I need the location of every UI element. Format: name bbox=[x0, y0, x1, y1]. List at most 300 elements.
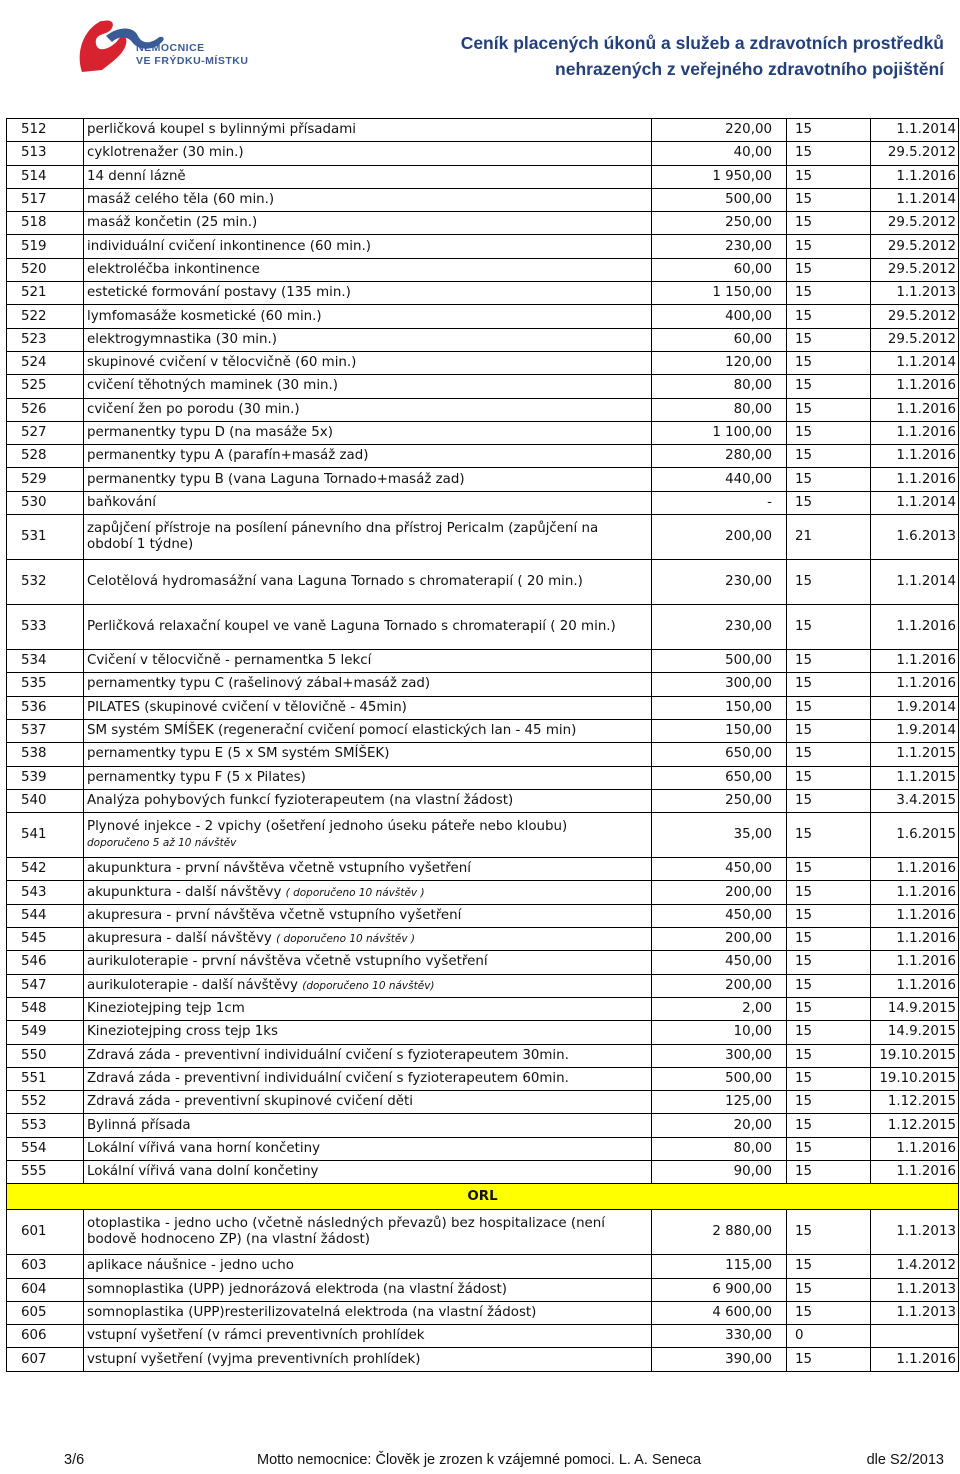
row-description-text: aplikace náušnice - jedno ucho bbox=[87, 1258, 294, 1274]
row-description bbox=[84, 928, 652, 951]
row-price: 60,00 bbox=[652, 328, 787, 351]
table-row bbox=[7, 1348, 959, 1371]
row-description-text: PILATES (skupinové cvičení v tělovičně - 45min) bbox=[87, 699, 407, 715]
row-description-text: Lokální vířivá vana horní končetiny bbox=[87, 1140, 321, 1156]
row-description-text: individuální cvičení inkontinence (60 min.) bbox=[87, 238, 371, 254]
hospital-motto: Motto nemocnice: Člověk je zrozen k vzájemné pomoci. L. A. Seneca bbox=[257, 1452, 702, 1468]
row-price: 500,00 bbox=[652, 650, 787, 673]
table-row bbox=[7, 1067, 959, 1090]
row-description-text: elektrogymnastika (30 min.) bbox=[87, 331, 277, 347]
row-valid-from: 19.10.2015 bbox=[871, 1044, 959, 1067]
row-description bbox=[84, 1301, 652, 1324]
row-code: 552 bbox=[7, 1091, 84, 1114]
row-price: 200,00 bbox=[652, 515, 787, 560]
row-description bbox=[84, 119, 652, 142]
row-description-text: zapůjčení přístroje na posílení pánevního dna přístroj Pericalm (zapůjčení na období 1 týdne) bbox=[87, 521, 599, 553]
row-price: 200,00 bbox=[652, 974, 787, 997]
row-code: 542 bbox=[7, 858, 84, 881]
row-description-text: 14 denní lázně bbox=[87, 168, 186, 184]
row-price: 1 950,00 bbox=[652, 165, 787, 188]
row-valid-from: 1.1.2016 bbox=[871, 881, 959, 904]
table-row bbox=[7, 212, 959, 235]
row-valid-from: 1.1.2016 bbox=[871, 951, 959, 974]
row-code: 517 bbox=[7, 188, 84, 211]
row-valid-from: 29.5.2012 bbox=[871, 305, 959, 328]
row-valid-from: 1.1.2016 bbox=[871, 650, 959, 673]
row-description-text: elektroléčba inkontinence bbox=[87, 261, 260, 277]
table-row bbox=[7, 351, 959, 374]
row-description-text: akupunktura - první návštěva včetně vstupního vyšetření bbox=[87, 861, 471, 877]
row-vat-rate: 15 bbox=[787, 1160, 871, 1183]
row-description-text: masáž celého těla (60 min.) bbox=[87, 192, 275, 208]
row-valid-from: 1.9.2014 bbox=[871, 696, 959, 719]
row-description bbox=[84, 743, 652, 766]
row-description bbox=[84, 328, 652, 351]
row-code: 535 bbox=[7, 673, 84, 696]
row-description bbox=[84, 1137, 652, 1160]
row-description-text: otoplastika - jedno ucho (včetně následných převazů) bez hospitalizace (není bodově hodnoceno ZP) (na vlastní žádost) bbox=[87, 1216, 606, 1248]
row-valid-from: 1.1.2014 bbox=[871, 351, 959, 374]
row-description-text: pernamentky typu F (5 x Pilates) bbox=[87, 769, 306, 785]
row-price: 6 900,00 bbox=[652, 1278, 787, 1301]
table-row bbox=[7, 904, 959, 927]
row-description bbox=[84, 719, 652, 742]
row-vat-rate: 15 bbox=[787, 560, 871, 605]
row-valid-from: 1.1.2016 bbox=[871, 974, 959, 997]
table-row bbox=[7, 375, 959, 398]
row-description-text: masáž končetin (25 min.) bbox=[87, 215, 258, 231]
row-price: 2,00 bbox=[652, 997, 787, 1020]
row-valid-from: 1.1.2016 bbox=[871, 1160, 959, 1183]
row-vat-rate: 15 bbox=[787, 445, 871, 468]
row-vat-rate: 15 bbox=[787, 351, 871, 374]
row-vat-rate: 15 bbox=[787, 1021, 871, 1044]
row-vat-rate: 15 bbox=[787, 1067, 871, 1090]
row-price: 390,00 bbox=[652, 1348, 787, 1371]
row-description bbox=[84, 1067, 652, 1090]
row-price: 200,00 bbox=[652, 881, 787, 904]
row-code: 544 bbox=[7, 904, 84, 927]
row-description bbox=[84, 1160, 652, 1183]
row-valid-from: 1.1.2016 bbox=[871, 904, 959, 927]
row-valid-from: 1.1.2016 bbox=[871, 421, 959, 444]
row-description bbox=[84, 375, 652, 398]
row-note: ( doporučeno 10 návštěv ) bbox=[285, 886, 425, 899]
row-vat-rate: 15 bbox=[787, 421, 871, 444]
row-vat-rate: 15 bbox=[787, 928, 871, 951]
row-valid-from: 1.1.2016 bbox=[871, 605, 959, 650]
row-code: 546 bbox=[7, 951, 84, 974]
row-code: 523 bbox=[7, 328, 84, 351]
row-description-text: permanentky typu A (parafín+masáž zad) bbox=[87, 448, 369, 464]
row-price: 115,00 bbox=[652, 1255, 787, 1278]
row-description bbox=[84, 188, 652, 211]
row-vat-rate: 15 bbox=[787, 258, 871, 281]
row-description bbox=[84, 1021, 652, 1044]
table-row bbox=[7, 1278, 959, 1301]
row-vat-rate: 15 bbox=[787, 212, 871, 235]
row-valid-from: 1.1.2016 bbox=[871, 858, 959, 881]
row-code: 531 bbox=[7, 515, 84, 560]
row-description bbox=[84, 881, 652, 904]
row-valid-from bbox=[871, 1325, 959, 1348]
row-vat-rate: 15 bbox=[787, 188, 871, 211]
row-description bbox=[84, 696, 652, 719]
row-description-text: Perličková relaxační koupel ve vaně Laguna Tornado s chromaterapií ( 20 min.) bbox=[87, 619, 616, 635]
row-description bbox=[84, 560, 652, 605]
table-row bbox=[7, 766, 959, 789]
row-price: 120,00 bbox=[652, 351, 787, 374]
row-description bbox=[84, 1044, 652, 1067]
table-row bbox=[7, 928, 959, 951]
row-valid-from: 1.1.2014 bbox=[871, 119, 959, 142]
table-row bbox=[7, 719, 959, 742]
page-number: 3/6 bbox=[64, 1452, 85, 1468]
table-row bbox=[7, 165, 959, 188]
row-vat-rate: 15 bbox=[787, 1278, 871, 1301]
row-description-text: Kineziotejping tejp 1cm bbox=[87, 1001, 245, 1017]
row-price: 250,00 bbox=[652, 789, 787, 812]
row-vat-rate: 15 bbox=[787, 904, 871, 927]
row-code: 549 bbox=[7, 1021, 84, 1044]
row-price: 450,00 bbox=[652, 858, 787, 881]
row-note: ( doporučeno 10 návštěv ) bbox=[276, 933, 416, 946]
table-row bbox=[7, 1091, 959, 1114]
row-vat-rate: 15 bbox=[787, 1348, 871, 1371]
row-valid-from: 29.5.2012 bbox=[871, 235, 959, 258]
row-description bbox=[84, 165, 652, 188]
row-valid-from: 1.9.2014 bbox=[871, 719, 959, 742]
row-code: 522 bbox=[7, 305, 84, 328]
row-description-text: Kineziotejping cross tejp 1ks bbox=[87, 1024, 279, 1040]
table-row bbox=[7, 997, 959, 1020]
row-price: 40,00 bbox=[652, 142, 787, 165]
row-vat-rate: 15 bbox=[787, 305, 871, 328]
logo-line-2: VE FRÝDKU-MÍSTKU bbox=[136, 55, 249, 67]
row-description bbox=[84, 1114, 652, 1137]
row-description bbox=[84, 813, 652, 858]
row-description-text: Celotělová hydromasážní vana Laguna Tornado s chromaterapií ( 20 min.) bbox=[87, 574, 583, 590]
row-code: 605 bbox=[7, 1301, 84, 1324]
row-note: (doporučeno 10 návštěv) bbox=[302, 979, 435, 992]
row-valid-from: 1.1.2016 bbox=[871, 398, 959, 421]
row-vat-rate: 15 bbox=[787, 1301, 871, 1324]
row-valid-from: 1.1.2016 bbox=[871, 1137, 959, 1160]
row-price: 80,00 bbox=[652, 375, 787, 398]
row-valid-from: 1.12.2015 bbox=[871, 1114, 959, 1137]
row-description bbox=[84, 351, 652, 374]
row-code: 518 bbox=[7, 212, 84, 235]
row-description-text: pernamentky typu C (rašelinový zábal+masáž zad) bbox=[87, 676, 431, 692]
table-row bbox=[7, 119, 959, 142]
row-valid-from: 3.4.2015 bbox=[871, 789, 959, 812]
row-description bbox=[84, 1325, 652, 1348]
row-description-text: cvičení žen po porodu (30 min.) bbox=[87, 401, 300, 417]
row-vat-rate: 21 bbox=[787, 515, 871, 560]
row-price: 440,00 bbox=[652, 468, 787, 491]
table-row bbox=[7, 258, 959, 281]
title-line-2: nehrazených z veřejného zdravotního pojištění bbox=[555, 59, 944, 79]
row-valid-from: 1.1.2016 bbox=[871, 445, 959, 468]
row-vat-rate: 15 bbox=[787, 1210, 871, 1255]
row-code: 521 bbox=[7, 282, 84, 305]
row-code: 526 bbox=[7, 398, 84, 421]
table-row bbox=[7, 515, 959, 560]
row-description bbox=[84, 605, 652, 650]
row-description-text: Lokální vířivá vana dolní končetiny bbox=[87, 1164, 319, 1180]
row-valid-from: 19.10.2015 bbox=[871, 1067, 959, 1090]
row-vat-rate: 15 bbox=[787, 119, 871, 142]
row-note: doporučeno 5 až 10 návštěv bbox=[87, 837, 237, 850]
table-row bbox=[7, 1160, 959, 1183]
row-valid-from: 1.1.2013 bbox=[871, 282, 959, 305]
row-description bbox=[84, 673, 652, 696]
logo-text bbox=[136, 42, 248, 68]
row-vat-rate: 15 bbox=[787, 650, 871, 673]
row-description bbox=[84, 1255, 652, 1278]
price-table bbox=[6, 118, 959, 1372]
table-row bbox=[7, 1137, 959, 1160]
row-valid-from: 1.4.2012 bbox=[871, 1255, 959, 1278]
row-vat-rate: 15 bbox=[787, 398, 871, 421]
row-description bbox=[84, 235, 652, 258]
table-row bbox=[7, 1114, 959, 1137]
row-vat-rate: 15 bbox=[787, 858, 871, 881]
table-row bbox=[7, 974, 959, 997]
row-price: 250,00 bbox=[652, 212, 787, 235]
row-vat-rate: 15 bbox=[787, 951, 871, 974]
row-valid-from: 1.6.2015 bbox=[871, 813, 959, 858]
table-row bbox=[7, 1325, 959, 1348]
page-header bbox=[0, 0, 960, 112]
row-price: 650,00 bbox=[652, 743, 787, 766]
title-line-1: Ceník placených úkonů a služeb a zdravotních prostředků bbox=[460, 33, 944, 53]
row-description-text: Zdravá záda - preventivní skupinové cvičení děti bbox=[87, 1094, 413, 1110]
row-description-text: Zdravá záda - preventivní individuální cvičení s fyzioterapeutem 60min. bbox=[87, 1070, 569, 1086]
row-description-text: somnoplastika (UPP) jednorázová elektroda (na vlastní žádost) bbox=[87, 1281, 508, 1297]
row-price: 220,00 bbox=[652, 119, 787, 142]
page-footer bbox=[0, 1452, 960, 1472]
row-description bbox=[84, 142, 652, 165]
row-valid-from: 1.1.2014 bbox=[871, 560, 959, 605]
row-valid-from: 1.1.2014 bbox=[871, 188, 959, 211]
table-row bbox=[7, 305, 959, 328]
row-description bbox=[84, 1210, 652, 1255]
table-row bbox=[7, 813, 959, 858]
table-row bbox=[7, 282, 959, 305]
row-code: 606 bbox=[7, 1325, 84, 1348]
table-row bbox=[7, 491, 959, 514]
section-label: ORL bbox=[7, 1184, 959, 1210]
row-vat-rate: 15 bbox=[787, 375, 871, 398]
row-vat-rate: 15 bbox=[787, 468, 871, 491]
row-description-text: lymfomasáže kosmetické (60 min.) bbox=[87, 308, 322, 324]
page-title bbox=[461, 30, 944, 82]
row-code: 555 bbox=[7, 1160, 84, 1183]
row-description-text: akupunktura - další návštěvy bbox=[87, 884, 282, 900]
row-description-text: akupresura - první návštěva včetně vstupního vyšetření bbox=[87, 907, 462, 923]
row-code: 536 bbox=[7, 696, 84, 719]
row-description bbox=[84, 1091, 652, 1114]
row-valid-from: 1.1.2016 bbox=[871, 1348, 959, 1371]
row-description bbox=[84, 904, 652, 927]
row-code: 529 bbox=[7, 468, 84, 491]
row-valid-from: 1.1.2015 bbox=[871, 743, 959, 766]
row-price: 500,00 bbox=[652, 1067, 787, 1090]
row-description-text: Plynové injekce - 2 vpichy (ošetření jednoho úseku páteře nebo kloubu) bbox=[87, 819, 568, 835]
row-description bbox=[84, 1348, 652, 1371]
row-price: 2 880,00 bbox=[652, 1210, 787, 1255]
row-price: 150,00 bbox=[652, 719, 787, 742]
row-price: 80,00 bbox=[652, 1137, 787, 1160]
row-valid-from: 1.1.2016 bbox=[871, 928, 959, 951]
row-valid-from: 1.1.2016 bbox=[871, 673, 959, 696]
row-valid-from: 1.1.2013 bbox=[871, 1278, 959, 1301]
row-code: 547 bbox=[7, 974, 84, 997]
row-valid-from: 29.5.2012 bbox=[871, 212, 959, 235]
row-description bbox=[84, 305, 652, 328]
row-vat-rate: 15 bbox=[787, 1091, 871, 1114]
table-row bbox=[7, 398, 959, 421]
row-price: - bbox=[652, 491, 787, 514]
row-vat-rate: 15 bbox=[787, 696, 871, 719]
row-description bbox=[84, 789, 652, 812]
section-row bbox=[7, 1184, 959, 1210]
row-description-text: vstupní vyšetření (v rámci preventivních prohlídek bbox=[87, 1328, 425, 1344]
row-valid-from: 1.6.2013 bbox=[871, 515, 959, 560]
row-price: 650,00 bbox=[652, 766, 787, 789]
row-description bbox=[84, 515, 652, 560]
table-row bbox=[7, 858, 959, 881]
row-description bbox=[84, 282, 652, 305]
row-description-text: Bylinná přísada bbox=[87, 1117, 191, 1133]
row-price: 80,00 bbox=[652, 398, 787, 421]
row-description bbox=[84, 212, 652, 235]
row-description-text: akupresura - další návštěvy bbox=[87, 931, 272, 947]
row-price: 90,00 bbox=[652, 1160, 787, 1183]
row-description-text: Analýza pohybových funkcí fyzioterapeutem (na vlastní žádost) bbox=[87, 792, 514, 808]
row-description-text: baňkování bbox=[87, 494, 156, 510]
table-row bbox=[7, 743, 959, 766]
row-description-text: pernamentky typu E (5 x SM systém SMÍŠEK) bbox=[87, 746, 390, 762]
row-code: 532 bbox=[7, 560, 84, 605]
row-description bbox=[84, 421, 652, 444]
row-vat-rate: 15 bbox=[787, 974, 871, 997]
row-vat-rate: 15 bbox=[787, 1114, 871, 1137]
table-row bbox=[7, 1044, 959, 1067]
row-code: 607 bbox=[7, 1348, 84, 1371]
row-code: 519 bbox=[7, 235, 84, 258]
table-row bbox=[7, 881, 959, 904]
row-description-text: cyklotrenažer (30 min.) bbox=[87, 145, 244, 161]
row-description bbox=[84, 1278, 652, 1301]
table-row bbox=[7, 445, 959, 468]
row-code: 512 bbox=[7, 119, 84, 142]
table-row bbox=[7, 328, 959, 351]
row-vat-rate: 0 bbox=[787, 1325, 871, 1348]
row-description bbox=[84, 997, 652, 1020]
row-price: 35,00 bbox=[652, 813, 787, 858]
row-valid-from: 29.5.2012 bbox=[871, 142, 959, 165]
row-valid-from: 1.1.2016 bbox=[871, 165, 959, 188]
row-vat-rate: 15 bbox=[787, 165, 871, 188]
row-valid-from: 1.1.2013 bbox=[871, 1301, 959, 1324]
row-vat-rate: 15 bbox=[787, 673, 871, 696]
row-vat-rate: 15 bbox=[787, 142, 871, 165]
row-price: 280,00 bbox=[652, 445, 787, 468]
row-description-text: somnoplastika (UPP)resterilizovatelná elektroda (na vlastní žádost) bbox=[87, 1305, 537, 1321]
row-price: 450,00 bbox=[652, 951, 787, 974]
row-code: 534 bbox=[7, 650, 84, 673]
row-valid-from: 14.9.2015 bbox=[871, 997, 959, 1020]
row-description-text: permanentky typu D (na masáže 5x) bbox=[87, 425, 333, 440]
row-code: 530 bbox=[7, 491, 84, 514]
row-price: 1 150,00 bbox=[652, 282, 787, 305]
row-vat-rate: 15 bbox=[787, 605, 871, 650]
row-valid-from: 14.9.2015 bbox=[871, 1021, 959, 1044]
row-price: 10,00 bbox=[652, 1021, 787, 1044]
table-row bbox=[7, 673, 959, 696]
row-vat-rate: 15 bbox=[787, 328, 871, 351]
row-price: 200,00 bbox=[652, 928, 787, 951]
row-description bbox=[84, 258, 652, 281]
row-vat-rate: 15 bbox=[787, 766, 871, 789]
row-vat-rate: 15 bbox=[787, 1044, 871, 1067]
row-vat-rate: 15 bbox=[787, 719, 871, 742]
row-price: 150,00 bbox=[652, 696, 787, 719]
row-vat-rate: 15 bbox=[787, 881, 871, 904]
row-code: 604 bbox=[7, 1278, 84, 1301]
price-table-body bbox=[7, 119, 959, 1372]
row-code: 551 bbox=[7, 1067, 84, 1090]
row-valid-from: 29.5.2012 bbox=[871, 258, 959, 281]
row-description-text: vstupní vyšetření (vyjma preventivních prohlídek) bbox=[87, 1351, 421, 1367]
row-code: 525 bbox=[7, 375, 84, 398]
row-code: 527 bbox=[7, 421, 84, 444]
row-code: 524 bbox=[7, 351, 84, 374]
row-code: 543 bbox=[7, 881, 84, 904]
row-valid-from: 1.1.2014 bbox=[871, 491, 959, 514]
table-row bbox=[7, 421, 959, 444]
row-description bbox=[84, 858, 652, 881]
row-valid-from: 1.12.2015 bbox=[871, 1091, 959, 1114]
row-description-text: permanentky typu B (vana Laguna Tornado+masáž zad) bbox=[87, 471, 465, 487]
row-code: 539 bbox=[7, 766, 84, 789]
row-description-text: aurikuloterapie - první návštěva včetně vstupního vyšetření bbox=[87, 954, 488, 970]
table-row bbox=[7, 789, 959, 812]
table-row bbox=[7, 1301, 959, 1324]
row-price: 230,00 bbox=[652, 605, 787, 650]
row-code: 533 bbox=[7, 605, 84, 650]
row-description bbox=[84, 398, 652, 421]
row-description bbox=[84, 951, 652, 974]
table-row bbox=[7, 1255, 959, 1278]
row-description-text: estetické formování postavy (135 min.) bbox=[87, 285, 351, 301]
row-code: 541 bbox=[7, 813, 84, 858]
row-code: 550 bbox=[7, 1044, 84, 1067]
row-description bbox=[84, 766, 652, 789]
logo-line-1: NEMOCNICE bbox=[136, 42, 205, 54]
row-valid-from: 29.5.2012 bbox=[871, 328, 959, 351]
row-price: 300,00 bbox=[652, 1044, 787, 1067]
table-row bbox=[7, 696, 959, 719]
row-price: 1 100,00 bbox=[652, 421, 787, 444]
row-code: 603 bbox=[7, 1255, 84, 1278]
row-vat-rate: 15 bbox=[787, 743, 871, 766]
row-code: 520 bbox=[7, 258, 84, 281]
row-vat-rate: 15 bbox=[787, 282, 871, 305]
table-row bbox=[7, 605, 959, 650]
